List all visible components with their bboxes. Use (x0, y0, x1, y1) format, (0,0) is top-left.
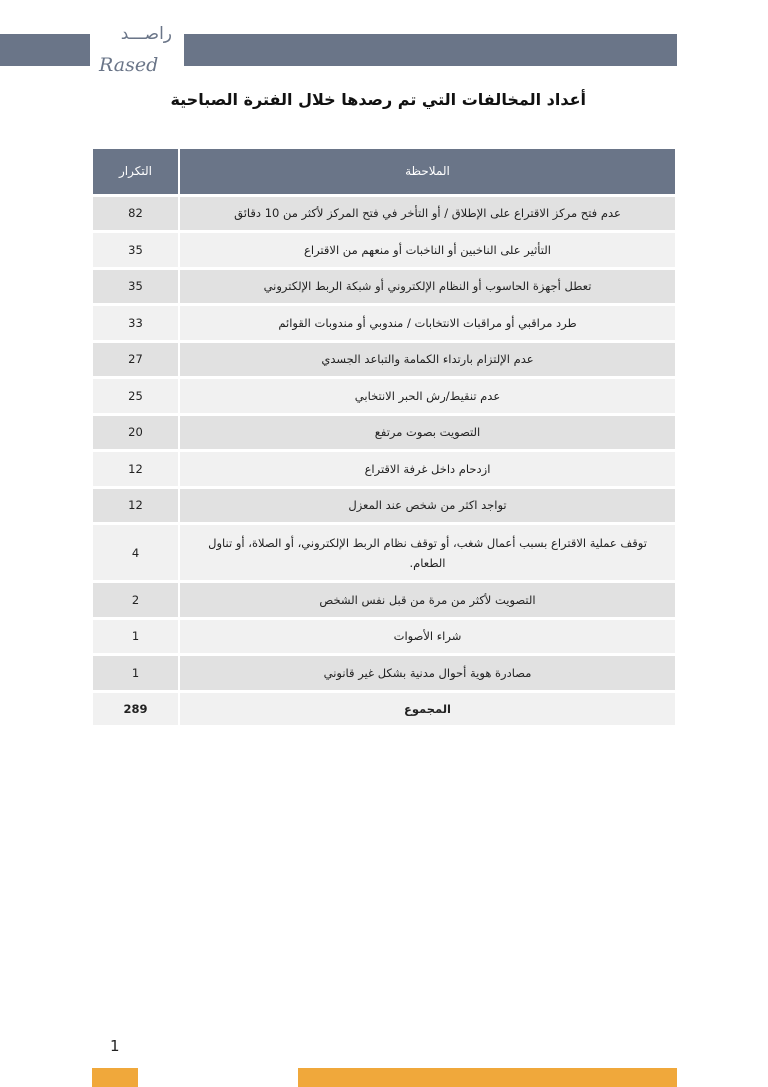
row-frequency: 35 (93, 268, 179, 305)
table-row (93, 582, 675, 619)
row-frequency: 35 (93, 232, 179, 269)
table-row (93, 414, 675, 451)
table-row (93, 232, 675, 269)
logo-arabic-text: راصـــد (120, 24, 172, 44)
row-note: عدم الإلتزام بارتداء الكمامة والتباعد الجسدي (179, 341, 675, 378)
row-frequency: 4 (93, 524, 179, 582)
total-value: 289 (93, 691, 179, 725)
row-frequency: 12 (93, 451, 179, 488)
row-note: توقف عملية الاقتراع بسبب أعمال شغب، أو توقف نظام الربط الإلكتروني، أو الصلاة، أو تناول الطعام. (179, 524, 675, 582)
row-note: التصويت بصوت مرتفع (179, 414, 675, 451)
table-header-row (93, 149, 675, 195)
row-note: عدم تنقيط/رش الحبر الانتخابي (179, 378, 675, 415)
row-note: التأثير على الناخبين أو الناخبات أو منعهم من الاقتراع (179, 232, 675, 269)
table-row (93, 305, 675, 342)
table-row (93, 195, 675, 232)
column-header-frequency: التكرار (93, 149, 179, 195)
row-note: التصويت لأكثر من مرة من قبل نفس الشخص (179, 582, 675, 619)
row-note: مصادرة هوية أحوال مدنية بشكل غير قانوني (179, 655, 675, 692)
table-row (93, 655, 675, 692)
logo-english-text: Rased (99, 54, 159, 76)
row-note: تواجد اكثر من شخص عند المعزل (179, 487, 675, 524)
table-row (93, 618, 675, 655)
footer-bar-left (92, 1068, 138, 1087)
table-row (93, 451, 675, 488)
row-frequency: 1 (93, 618, 179, 655)
row-frequency: 1 (93, 655, 179, 692)
header-bar-left (0, 34, 90, 66)
total-label: المجموع (179, 691, 675, 725)
table-total-row (93, 691, 675, 725)
page-number: 1 (110, 1037, 120, 1055)
row-frequency: 33 (93, 305, 179, 342)
row-frequency: 82 (93, 195, 179, 232)
row-note: شراء الأصوات (179, 618, 675, 655)
row-frequency: 20 (93, 414, 179, 451)
row-note: طرد مراقبي أو مراقبات الانتخابات / مندوبي أو مندوبات القوائم (179, 305, 675, 342)
row-note: تعطل أجهزة الحاسوب أو النظام الإلكتروني أو شبكة الربط الإلكتروني (179, 268, 675, 305)
row-frequency: 2 (93, 582, 179, 619)
violations-table (93, 149, 675, 725)
footer-bar-right (298, 1068, 677, 1087)
page-title: أعداد المخالفات التي تم رصدها خلال الفترة الصباحية (170, 90, 586, 109)
row-frequency: 12 (93, 487, 179, 524)
rased-logo (94, 24, 180, 78)
row-frequency: 25 (93, 378, 179, 415)
table-row (93, 341, 675, 378)
header-bar-right (184, 34, 677, 66)
column-header-note: الملاحظة (179, 149, 675, 195)
table-row (93, 378, 675, 415)
row-note: ازدحام داخل غرفة الاقتراع (179, 451, 675, 488)
table-row (93, 524, 675, 582)
row-note: عدم فتح مركز الاقتراع على الإطلاق / أو التأخر في فتح المركز لأكثر من 10 دقائق (179, 195, 675, 232)
row-frequency: 27 (93, 341, 179, 378)
table-row (93, 268, 675, 305)
table-row (93, 487, 675, 524)
